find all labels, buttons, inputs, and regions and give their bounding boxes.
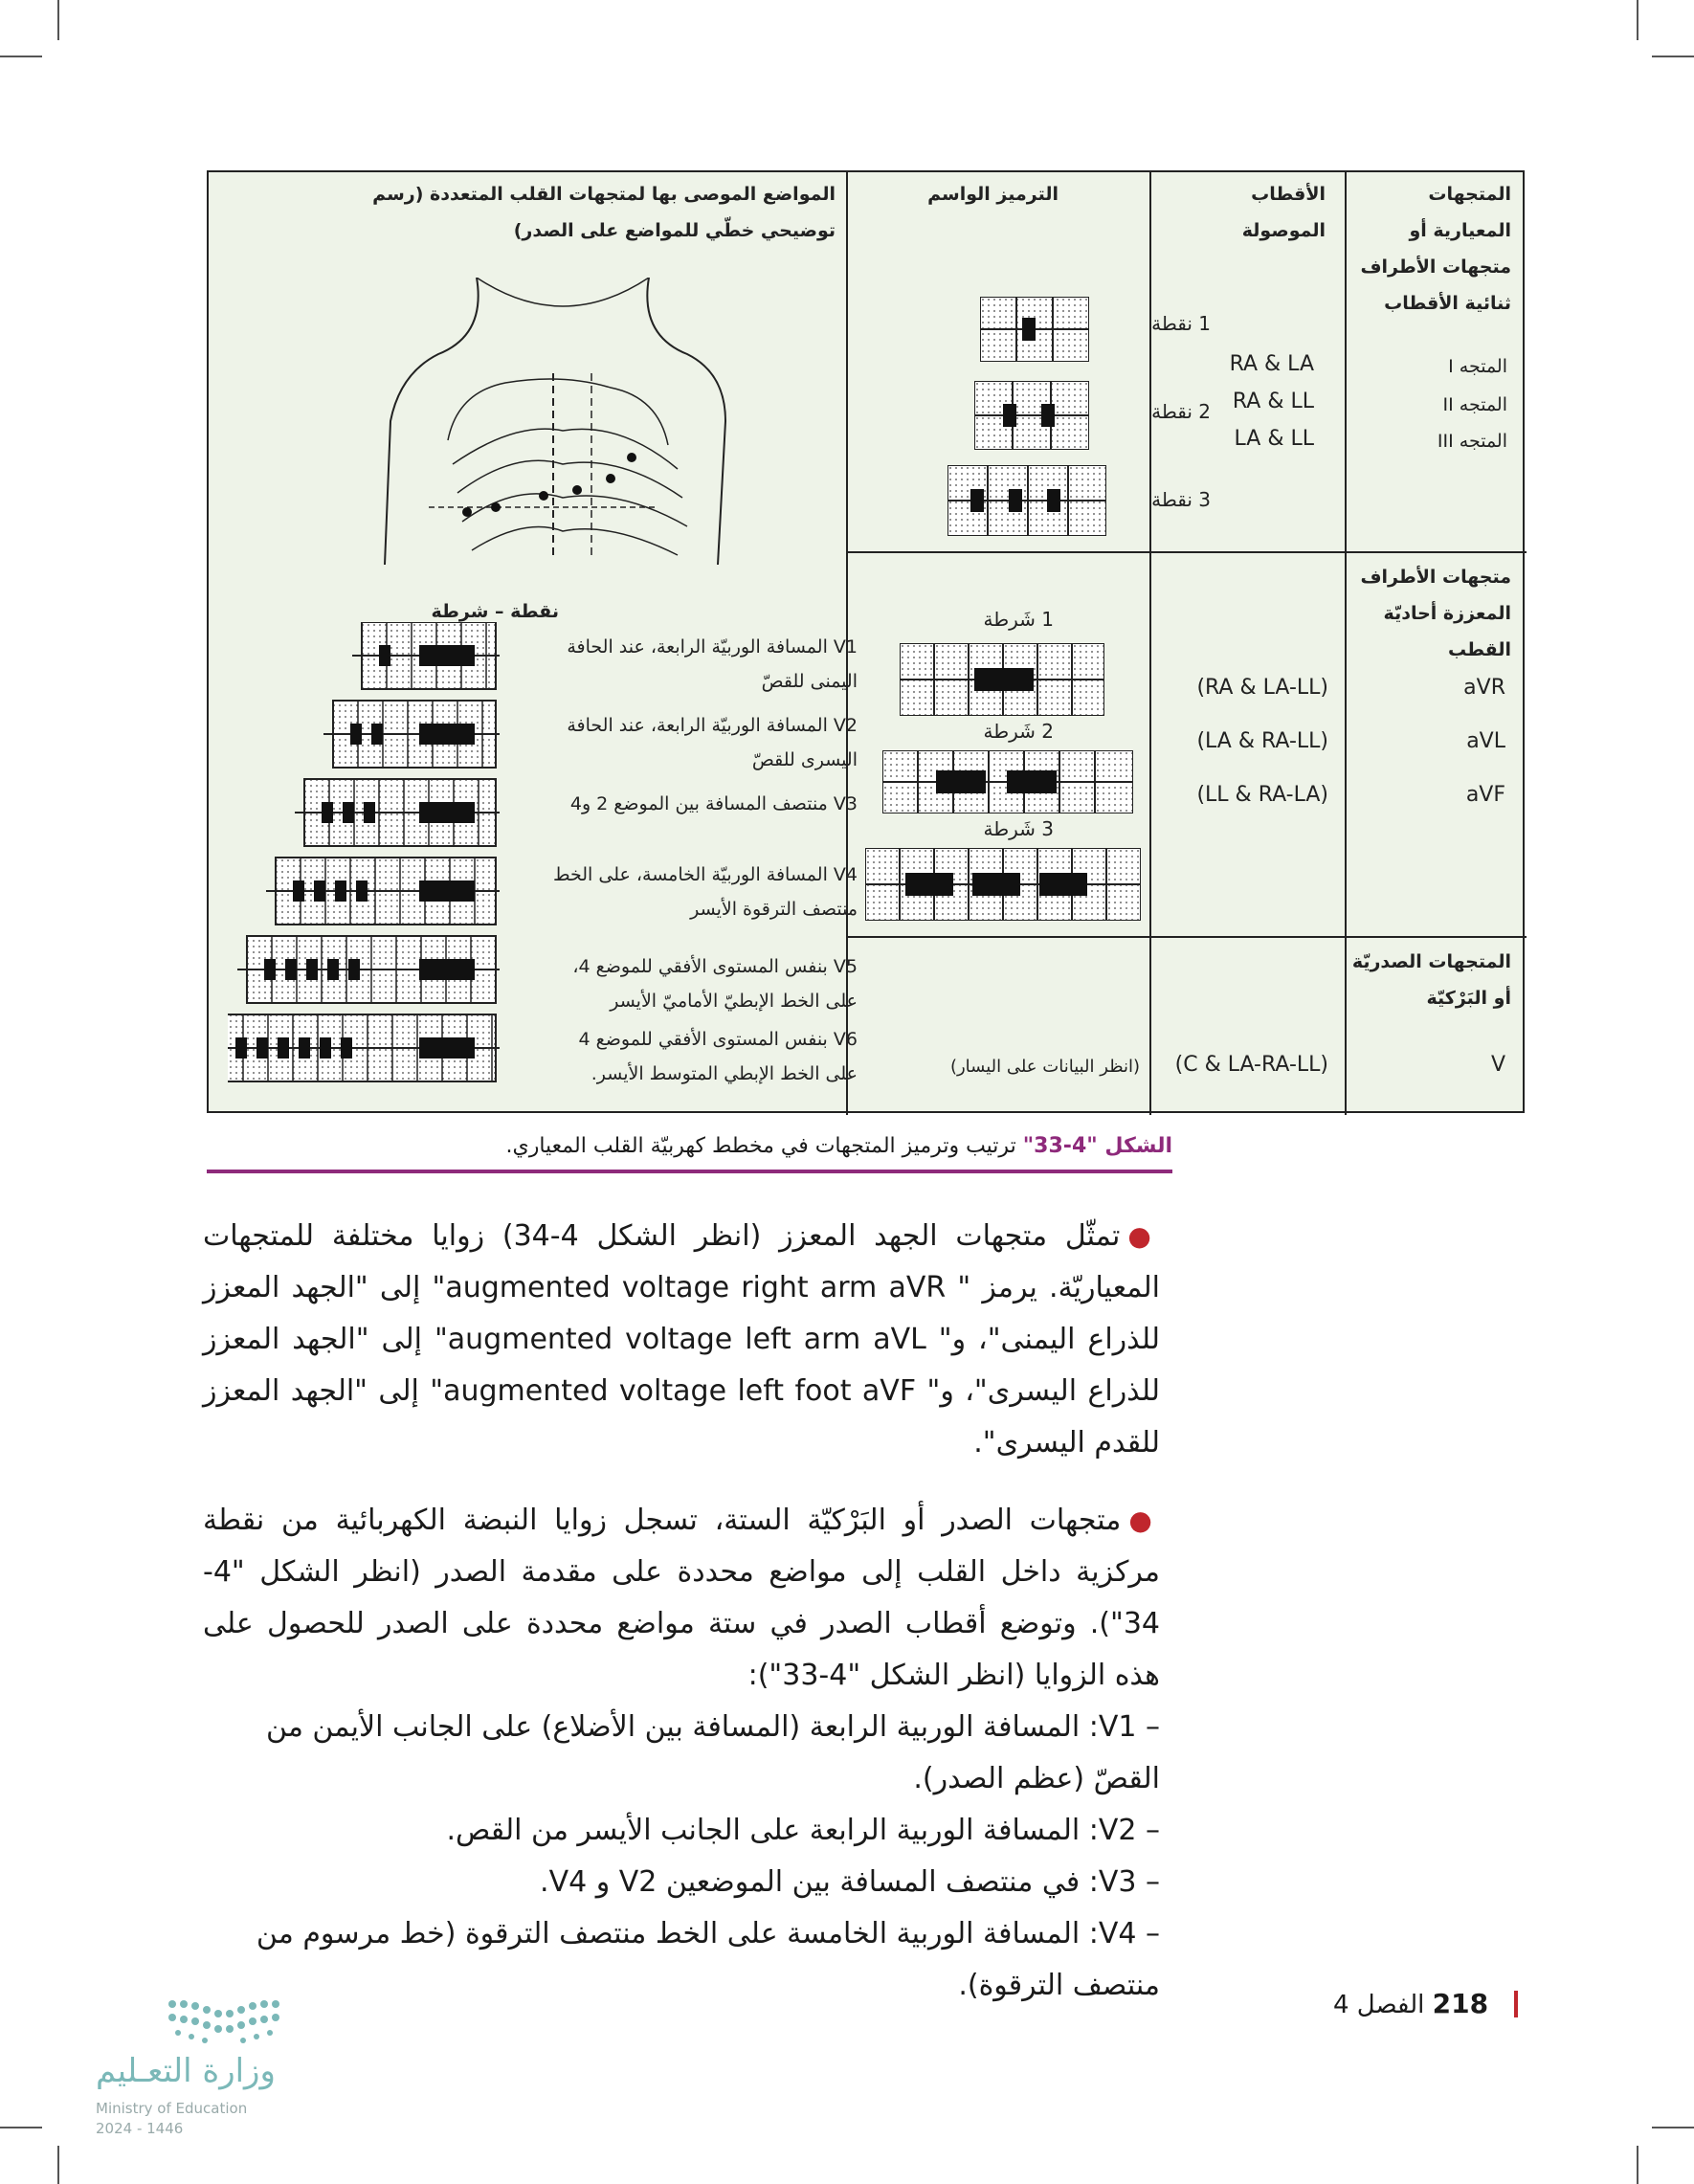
v3-description: V3 منتصف المسافة بين الموضع 2 و4 (569, 793, 858, 814)
crop-mark (0, 2127, 42, 2128)
electrodes-iii: LA & LL (1234, 427, 1314, 451)
electrodes-ii: RA & LL (1232, 390, 1314, 413)
v-strip-2 (323, 701, 500, 768)
crop-mark (57, 2146, 59, 2184)
bullet-icon: ● (1128, 1504, 1160, 1536)
header-leads: المتجهات المعيارية أو متجهات الأطراف ثنائية الأقطاب (1360, 184, 1511, 314)
paragraph-augmented: ●تمثّل متجهات الجهد المعزز (انظر الشكل 4-34) زوايا مختلفة للمتجهات المعياريّة. يرمز " augmented voltage right arm aVR" إلى "الجهد المعزز للذراع اليمنى"، و" augmented voltage left arm aVL" إلى "الجهد المعزز للذراع اليسرى"، و" augmented voltage left foot aVF" إلى "الجهد المعزز للقدم اليسرى". (203, 1219, 1161, 1460)
chest-title: المتجهات الصدريّة أو البَرْكيّة (1351, 951, 1511, 1009)
header-marking: الترميز الواسم (927, 184, 1059, 205)
see-left-note: (انظر البيانات على اليسار) (949, 1057, 1140, 1077)
electrodes-v: (C & LA-RA-LL) (1174, 1053, 1328, 1077)
header-positions: المواضع الموصى بها لمتجهات القلب المتعددة (رسم توضيحي خطّي للمواضع على الصدر) (372, 184, 836, 241)
electrodes-i: RA & LA (1229, 352, 1314, 376)
ecg-strip-2-dash (882, 750, 1133, 813)
electrodes-avr: (RA & LA-LL) (1196, 676, 1328, 700)
page-footer (1333, 1988, 1488, 2019)
mark-3-dot: 3 نقطة (1151, 488, 1211, 511)
crop-mark (1637, 2146, 1638, 2184)
footer-accent-bar (1514, 1991, 1518, 2017)
bullet-icon: ● (1127, 1220, 1160, 1252)
lead-ii: المتجه II (1442, 394, 1507, 415)
paragraph-chest: ●متجهات الصدر أو البَرْكيّة الستة، تسجل زوايا النبضة الكهربائية من نقطة مركزية داخل القلب إلى مواضع محددة على مقدمة الصدر (انظر الشكل "4-34"). وتوضع أقطاب الصدر في ستة مواضع محددة على الصدر للحصول على هذه الزوايا (انظر الشكل "4-33"): (203, 1504, 1160, 1692)
v-strip-3 (295, 779, 500, 846)
chapter-label: الفصل 4 (1333, 1991, 1425, 2019)
list-item-v1: – V1: المسافة الوربية الرابعة (المسافة بين الأضلاع) على الجانب الأيمن من القصّ (عظم الصدر). (265, 1710, 1160, 1795)
v1-description: V1 المسافة الوربيّة الرابعة، عند الحافة اليمنى للقصّ (567, 636, 858, 692)
lead-iii: المتجه III (1437, 431, 1507, 452)
caption-divider (207, 1170, 1172, 1173)
v-strip-6 (228, 1014, 500, 1081)
augmented-title: متجهات الأطراف المعززة أحاديّة القطب (1360, 567, 1511, 660)
ecg-strip-1-dash (900, 643, 1104, 716)
list-item-v3: – V3: في منتصف المسافة بين الموضعين V2 و V4. (540, 1865, 1160, 1899)
ecg-strip-2-dot (974, 381, 1089, 450)
v5-description: V5 بنفس المستوى الأفقي للموضع 4، على الخط الإبطيّ الأماميّ الأيسر (572, 956, 858, 1012)
ecg-strip-3-dash (865, 848, 1141, 921)
lead-v: V (1490, 1053, 1505, 1077)
v2-description: V2 المسافة الوربيّة الرابعة، عند الحافة اليسرى للقصّ (567, 715, 858, 770)
mark-2-dash: 2 شَرطة (983, 720, 1054, 743)
crop-mark (1637, 0, 1638, 40)
ministry-dots-icon (96, 1993, 325, 2050)
crop-mark (1652, 2127, 1694, 2128)
mark-2-dot: 2 نقطة (1151, 400, 1211, 423)
ministry-name-en: Ministry of Education (96, 2100, 248, 2117)
mark-1-dot: 1 نقطة (1151, 312, 1211, 335)
figure-number: الشكل "4-33" (1022, 1134, 1172, 1158)
ecg-strip-3-dot (947, 465, 1106, 536)
v-strip-5 (237, 936, 500, 1003)
ministry-year: 2024 - 1446 (96, 2120, 184, 2137)
dot-dash-label: نقطة – شرطة (431, 601, 559, 622)
v6-description: V6 بنفس المستوى الأفقي للموضع 4 على الخط الإبطي المتوسط الأيسر. (578, 1029, 858, 1084)
v-strip-1 (352, 622, 500, 689)
figure-caption-text: ترتيب وترميز المتجهات في مخطط كهربيّة القلب المعياري. (505, 1134, 1016, 1158)
lead-avf: aVF (1465, 783, 1505, 807)
lead-avr: aVR (1463, 676, 1505, 700)
lead-i: المتجه I (1448, 356, 1507, 377)
chest-lead-strips (228, 622, 515, 1101)
v4-description: V4 المسافة الوربيّة الخامسة، على الخط منتصف الترقوة الأيسر (552, 864, 858, 920)
ecg-strip-1-dot (980, 297, 1089, 362)
crop-mark (1652, 56, 1694, 57)
ministry-logo (96, 1993, 325, 2136)
lead-avl: aVL (1466, 729, 1505, 753)
mark-1-dash: 1 شَرطة (983, 608, 1054, 631)
chest-electrode-diagram (371, 278, 735, 565)
ministry-name-ar: وزارة التعـليم (96, 2052, 276, 2090)
crop-mark (57, 0, 59, 40)
figure-caption (506, 1134, 1173, 1158)
crop-mark (0, 56, 42, 57)
electrodes-avl: (LA & RA-LL) (1196, 729, 1328, 753)
list-item-v2: – V2: المسافة الوربية الرابعة على الجانب الأيسر من القص. (446, 1814, 1160, 1847)
header-electrodes: الأقطاب الموصولة (1241, 184, 1326, 241)
v-strip-4 (266, 858, 500, 925)
electrodes-avf: (LL & RA-LA) (1196, 783, 1328, 807)
mark-3-dash: 3 شَرطة (983, 817, 1054, 840)
page-number: 218 (1432, 1988, 1489, 2019)
list-item-v4: – V4: المسافة الوربية الخامسة على الخط منتصف الترقوة (خط مرسوم من منتصف الترقوة). (256, 1917, 1160, 2002)
ecg-leads-table (207, 170, 1525, 1113)
